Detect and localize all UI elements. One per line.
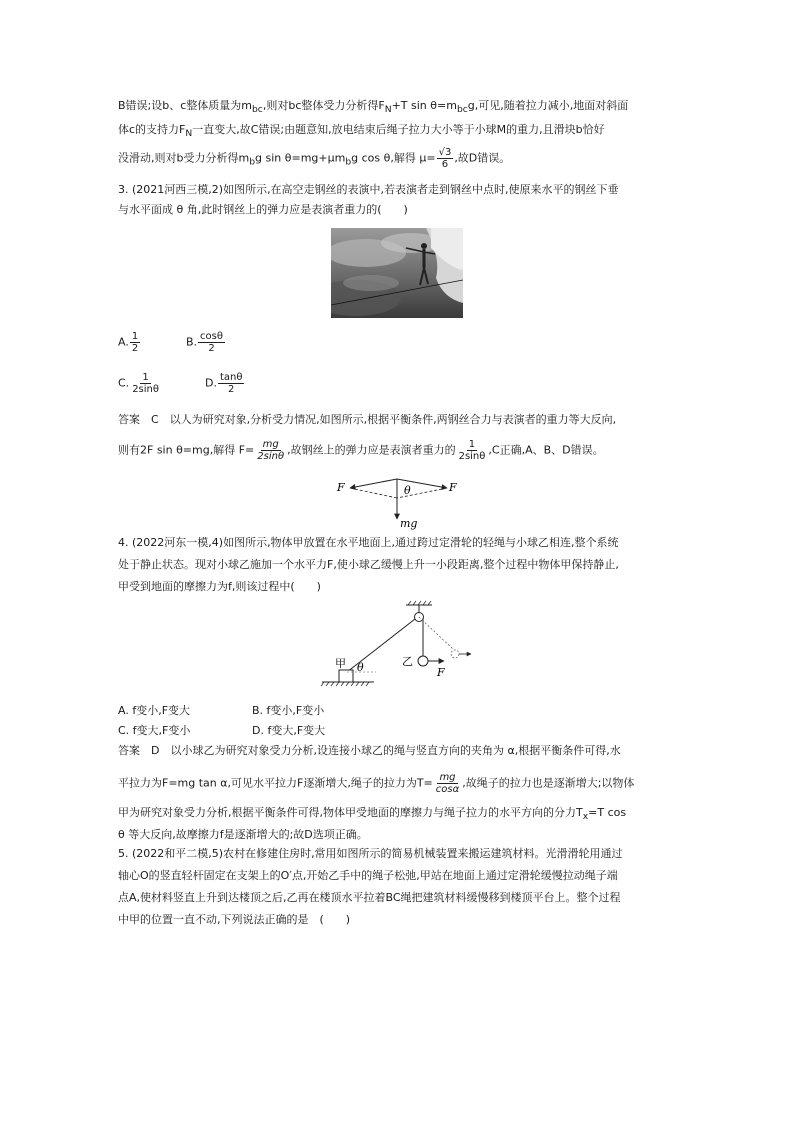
fraction <box>457 439 488 462</box>
tightrope-photo <box>331 228 463 318</box>
text: 则有2F sin θ=mg,解得 F= <box>118 443 255 457</box>
left-force-arrow <box>350 479 397 488</box>
subscript: bc <box>252 104 263 116</box>
label-theta: θ <box>404 484 411 497</box>
text: 没滑动,则对b受力分析得m <box>118 151 250 165</box>
q4-stem-line-2: 处于静止状态。现对小球乙施加一个水平力F,使小球乙缓慢上升一小段距离,整个过程中物体甲保持静止, <box>118 558 619 571</box>
q4-option-b: B. f变小,F变小 <box>252 704 325 717</box>
q4-pulley-diagram <box>316 600 481 692</box>
q3-answer-line-2 <box>118 439 604 462</box>
q5-stem-line-3: 点A,使材料竖直上升到达楼顶之后,乙再在楼顶水平拉着BC绳把建筑材料缓慢移到楼顶平台上。整个过程 <box>118 891 621 904</box>
numerator: 1 <box>131 331 139 342</box>
text: 甲为研究对象受力分析,根据平衡条件可得,物体甲受地面的摩擦力与绳子拉力的水平方向的分力T <box>118 806 583 819</box>
q3-answer-line-1: 答案 C 以人为研究对象,分析受力情况,如图所示,根据平衡条件,两钢丝合力与表演者的重力等大反向, <box>118 413 617 426</box>
text: +T sin θ=m <box>391 99 457 112</box>
text: ,C正确,A、B、D错误。 <box>488 443 604 457</box>
text: ,故D错误。 <box>454 151 511 165</box>
numerator: mg <box>439 772 456 783</box>
denominator: 6 <box>441 159 449 170</box>
q3-stem-line-2: 与水平面成 θ 角,此时钢丝上的弹力应是表演者重力的( ) <box>118 203 408 216</box>
q4-option-c: C. f变大,F变小 <box>118 724 191 737</box>
text: =T cos <box>588 806 627 819</box>
subscript: N <box>384 104 392 116</box>
q4-option-d: D. f变大,F变大 <box>252 724 326 737</box>
denominator: 2sinθ <box>257 451 285 462</box>
option-label: A. <box>118 335 129 349</box>
option-label: B. <box>186 335 198 349</box>
text: 体c的支持力F <box>118 123 186 136</box>
option-label: C. <box>118 376 130 390</box>
label-jia: 甲 <box>335 657 346 670</box>
q3-option-a <box>118 331 141 354</box>
prev-line-3 <box>118 147 510 170</box>
tightrope-photo-svg <box>331 228 463 318</box>
denominator: 2sinθ <box>458 451 486 462</box>
subscript: x <box>582 811 589 823</box>
label-theta: θ <box>357 661 364 674</box>
subscript: b <box>345 156 352 168</box>
text: 平拉力为F=mg tan α,可见水平拉力F逐渐增大,绳子的拉力为T= <box>118 776 433 790</box>
fraction <box>198 331 225 354</box>
numerator: √3 <box>438 147 452 158</box>
denominator: 2 <box>228 384 235 395</box>
q4-answer-line-2 <box>118 772 634 795</box>
text: B错误;设b、c整体质量为m <box>118 99 252 112</box>
ball-yi <box>418 656 428 666</box>
numerator: 1 <box>142 372 149 383</box>
block-jia <box>339 670 353 682</box>
label-mg: mg <box>400 517 418 530</box>
prev-line-1 <box>118 99 628 117</box>
q5-stem-line-4: 中甲的位置一直不动,下列说法正确的是 ( ) <box>118 913 351 926</box>
q4-stem-line-1: 4. (2022河东一模,4)如图所示,物体甲放置在水平地面上,通过跨过定滑轮的轻绳与小球乙相连,整个系统 <box>118 536 619 549</box>
numerator: cosθ <box>200 331 223 342</box>
numerator: 1 <box>468 439 476 450</box>
dashed-rope <box>419 617 454 650</box>
fraction <box>255 439 286 462</box>
q3-option-b <box>186 331 226 354</box>
fraction <box>437 147 454 170</box>
denominator: cosα <box>435 784 460 795</box>
q5-stem-line-2: 轴心O的竖直轻杆固定在支架上的O′点,开始乙手中的绳子松弛,甲站在地面上通过定滑轮缓慢拉动绳子端 <box>118 869 618 882</box>
ball-yi-moved <box>451 650 459 658</box>
text: ,故钢丝上的弹力应是表演者重力的 <box>287 443 456 457</box>
text: 一直变大,故C错误;由题意知,放电结束后绳子拉力大小等于小球M的重力,且滑块b恰好 <box>192 123 605 136</box>
q4-stem-line-3: 甲受到地面的摩擦力为f,则该过程中( ) <box>118 580 321 593</box>
numerator: tanθ <box>219 372 243 383</box>
text: g sin θ=mg+μm <box>255 151 346 165</box>
q3-stem-line-1: 3. (2021河西三模,2)如图所示,在高空走钢丝的表演中,若表演者走到钢丝中点时,使原来水平的钢丝下垂 <box>118 183 619 196</box>
q4-answer-line-3 <box>118 806 626 824</box>
label-yi: 乙 <box>402 655 413 668</box>
ground-hatch <box>321 682 369 686</box>
text: ,故绳子的拉力也是逐渐增大;以物体 <box>462 776 635 790</box>
text: g,可见,随着拉力减小,地面对斜面 <box>467 99 629 112</box>
label-f: F <box>437 666 445 679</box>
q4-answer-line-1: 答案 D 以小球乙为研究对象受力分析,设连接小球乙的绳与竖直方向的夹角为 α,根据平衡条件可得,水 <box>118 744 621 757</box>
dashed-line <box>350 488 397 498</box>
numerator: mg <box>262 439 279 450</box>
q4-answer-line-4: θ 等大反向,故摩擦力f是逐渐增大的;故D选项正确。 <box>118 828 368 841</box>
denominator: 2 <box>208 343 215 354</box>
subscript: N <box>185 128 193 140</box>
label-f-right: F <box>449 481 457 494</box>
text: ,则对bc整体受力分析得F <box>262 99 385 112</box>
prev-line-2 <box>118 123 605 141</box>
denominator: 2 <box>131 343 139 354</box>
q4-option-a: A. f变小,F变大 <box>118 704 191 717</box>
option-label: D. <box>205 376 217 390</box>
q3-option-d <box>205 372 245 395</box>
denominator: 2sinθ <box>132 384 159 395</box>
subscript: b <box>249 156 256 168</box>
fraction <box>434 772 461 795</box>
subscript: bc <box>456 104 468 116</box>
label-f-left: F <box>337 481 345 494</box>
q3-force-diagram <box>330 470 470 530</box>
fraction <box>130 331 140 354</box>
q5-stem-line-1: 5. (2022和平二模,5)农村在修建住房时,常用如图所示的简易机械装置来搬运建筑材料。光滑滑轮用通过 <box>118 847 623 860</box>
text: g cos θ,解得 μ= <box>351 151 436 165</box>
q3-option-c <box>118 372 162 395</box>
ceiling-hatch <box>408 601 431 605</box>
fraction <box>130 372 161 395</box>
fraction <box>218 372 245 395</box>
